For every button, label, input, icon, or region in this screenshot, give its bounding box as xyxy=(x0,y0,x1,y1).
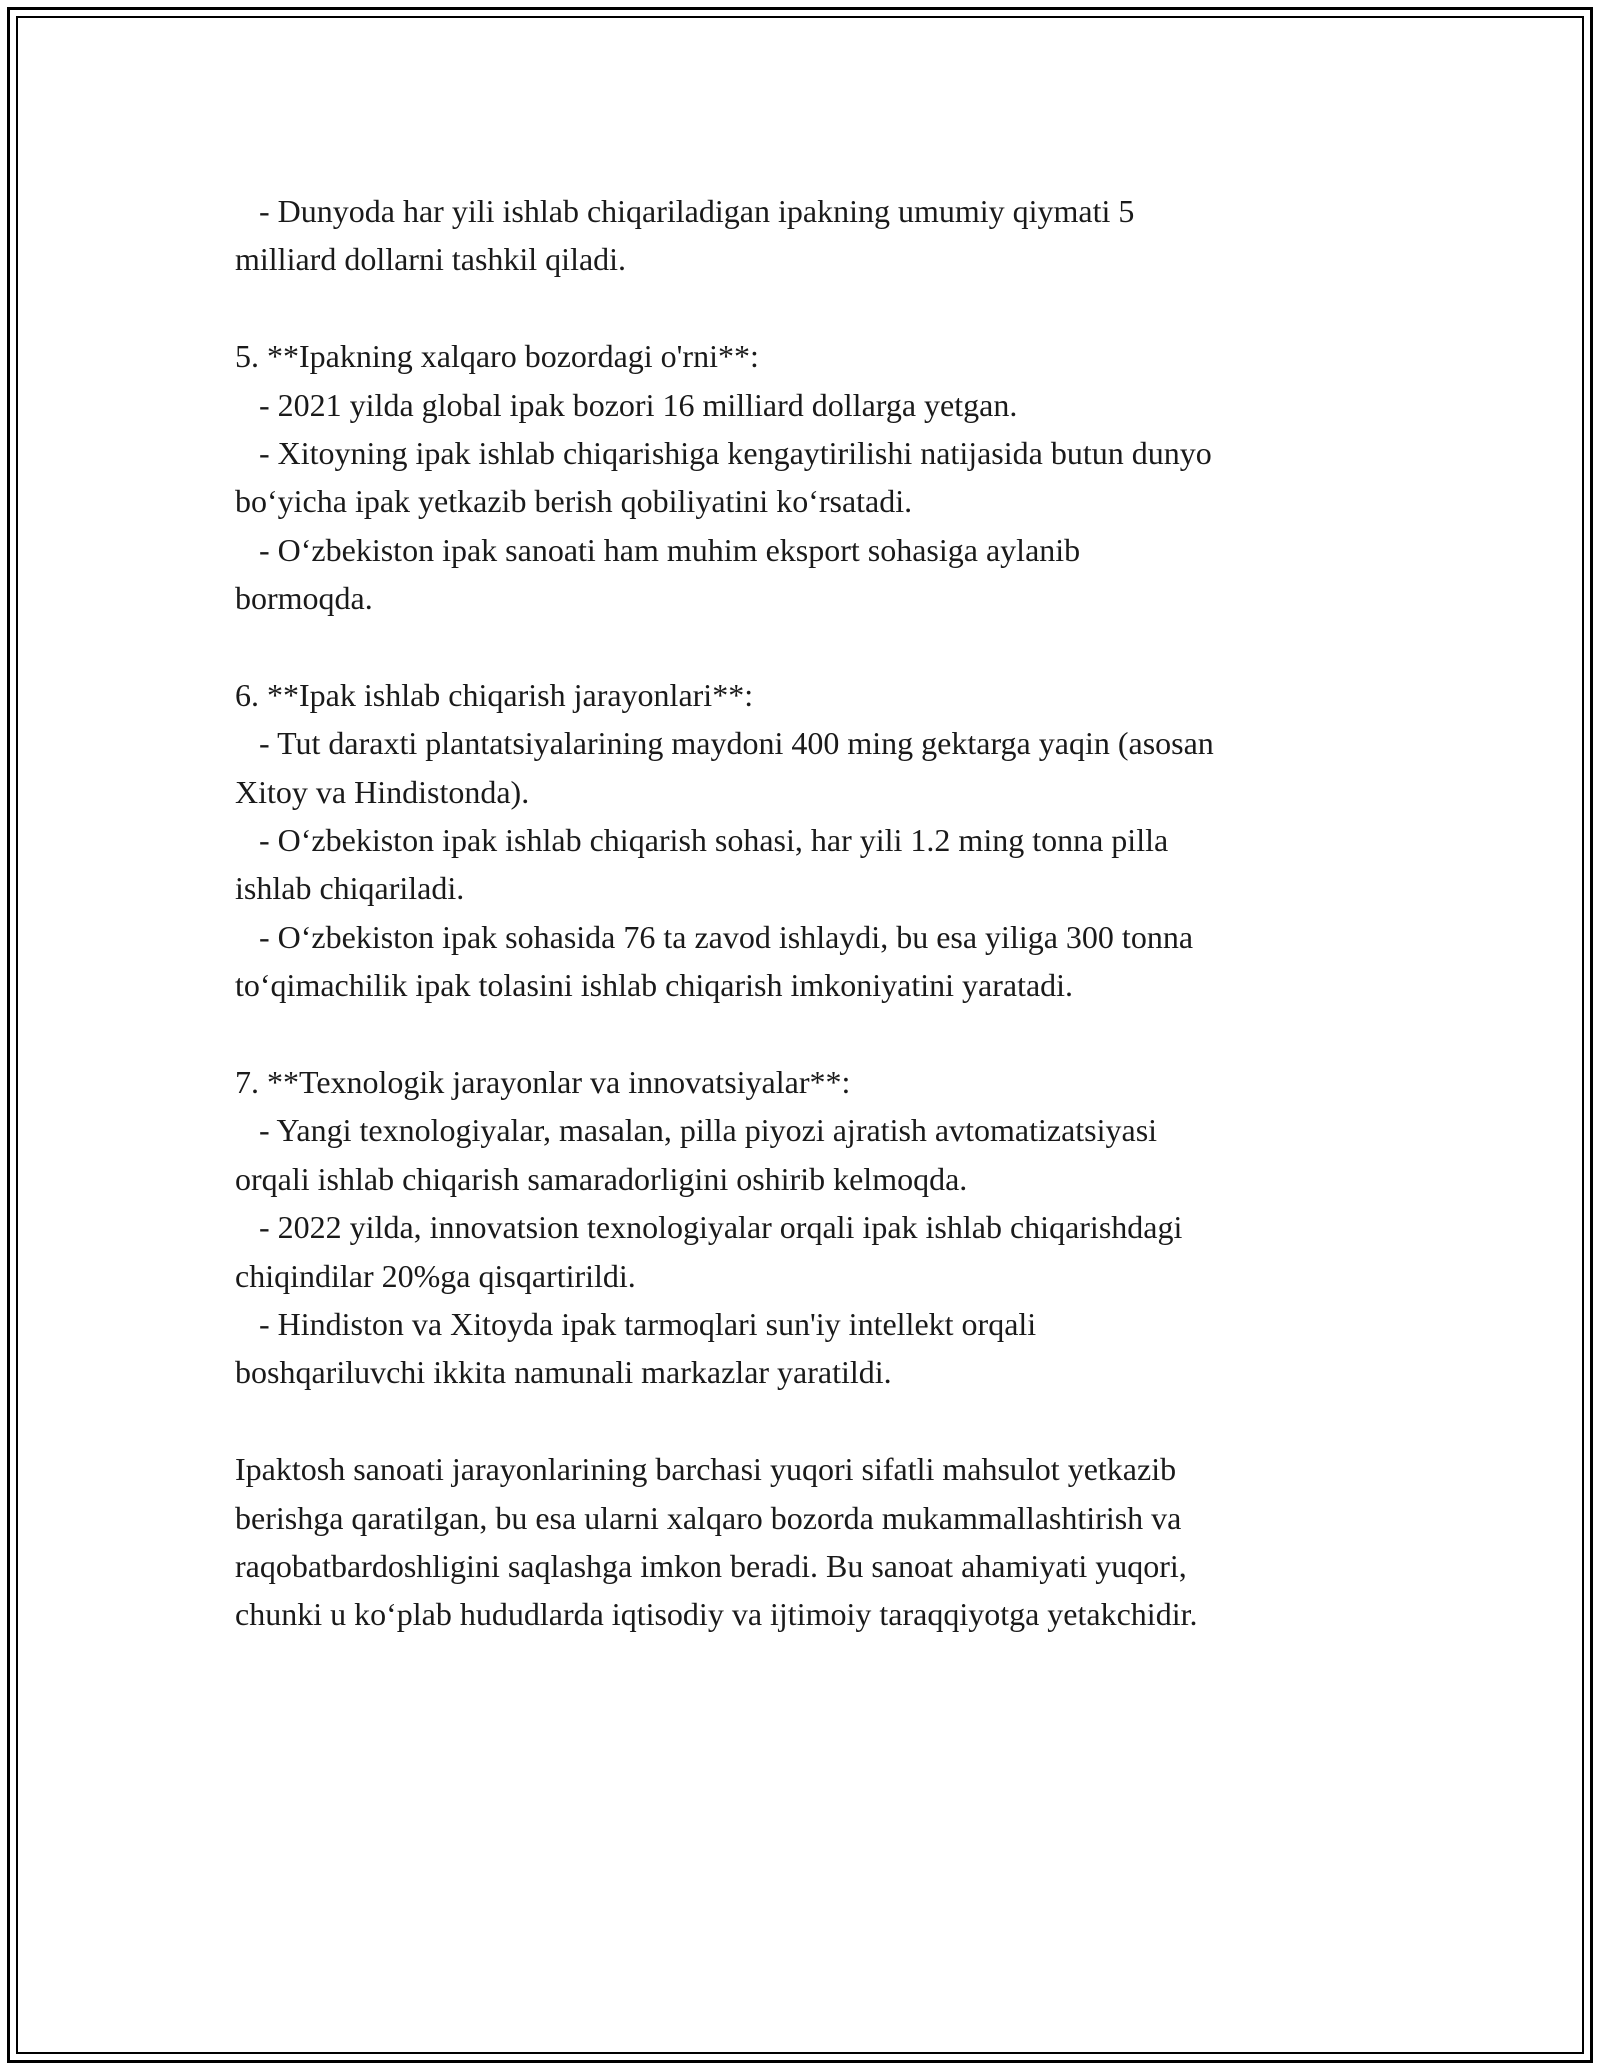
text-line: to‘qimachilik ipak tolasini ishlab chiqarish imkoniyatini yaratadi. xyxy=(235,967,1074,1004)
paragraph-spacer xyxy=(235,1397,1375,1445)
text-line: milliard dollarni tashkil qiladi. xyxy=(235,241,627,278)
paragraph-intro xyxy=(235,187,1375,284)
text-line: - 2022 yilda, innovatsion texnologiyalar orqali ipak ishlab chiqarishdagi xyxy=(235,1209,1183,1246)
section-heading: 7. **Texnologik jarayonlar va innovatsiyalar**: xyxy=(235,1064,851,1101)
text-line: - Xitoyning ipak ishlab chiqarishiga kengaytirilishi natijasida butun dunyo xyxy=(235,434,1212,471)
text-line: berishga qaratilgan, bu esa ularni xalqaro bozorda mukammallashtirish va xyxy=(235,1499,1182,1536)
text-line: - O‘zbekiston ipak sanoati ham muhim eksport sohasiga aylanib xyxy=(235,531,1081,568)
text-line: boshqariluvchi ikkita namunali markazlar yaratildi. xyxy=(235,1354,892,1391)
text-line: bormoqda. xyxy=(235,580,373,617)
text-line: orqali ishlab chiqarish samaradorligini oshirib kelmoqda. xyxy=(235,1160,968,1197)
text-line: ishlab chiqariladi. xyxy=(235,870,465,907)
text-line: - Yangi texnologiyalar, masalan, pilla piyozi ajratish avtomatizatsiyasi xyxy=(235,1112,1158,1149)
section-6 xyxy=(235,671,1375,1010)
text-line: - 2021 yilda global ipak bozori 16 milliard dollarga yetgan. xyxy=(235,386,1018,423)
text-line: bo‘yicha ipak yetkazib berish qobiliyatini ko‘rsatadi. xyxy=(235,483,913,520)
text-line: raqobatbardoshligini saqlashga imkon beradi. Bu sanoat ahamiyati yuqori, xyxy=(235,1547,1187,1584)
text-line: chiqindilar 20%ga qisqartirildi. xyxy=(235,1257,636,1294)
text-line: Ipaktosh sanoati jarayonlarining barchasi yuqori sifatli mahsulot yetkazib xyxy=(235,1451,1177,1488)
text-line: Xitoy va Hindistonda). xyxy=(235,773,530,810)
text-line: - O‘zbekiston ipak sohasida 76 ta zavod ishlaydi, bu esa yiliga 300 tonna xyxy=(235,918,1194,955)
document-body xyxy=(235,187,1375,1639)
paragraph-spacer xyxy=(235,623,1375,671)
text-line: - Dunyoda har yili ishlab chiqariladigan ipakning umumiy qiymati 5 xyxy=(235,193,1135,229)
text-line: chunki u ko‘plab hududlarda iqtisodiy va ijtimoiy taraqqiyotga yetakchidir. xyxy=(235,1596,1198,1633)
section-5 xyxy=(235,332,1375,622)
section-7 xyxy=(235,1058,1375,1397)
paragraph-spacer xyxy=(235,284,1375,332)
section-heading: 6. **Ipak ishlab chiqarish jarayonlari**: xyxy=(235,676,754,713)
text-line: - Hindiston va Xitoyda ipak tarmoqlari sun'iy intellekt orqali xyxy=(235,1305,1037,1342)
section-heading: 5. **Ipakning xalqaro bozordagi o'rni**: xyxy=(235,338,759,375)
paragraph-conclusion xyxy=(235,1445,1375,1639)
text-line: - Tut daraxti plantatsiyalarining maydoni 400 ming gektarga yaqin (asosan xyxy=(235,725,1214,762)
text-line: - O‘zbekiston ipak ishlab chiqarish sohasi, har yili 1.2 ming tonna pilla xyxy=(235,822,1169,859)
paragraph-spacer xyxy=(235,1010,1375,1058)
